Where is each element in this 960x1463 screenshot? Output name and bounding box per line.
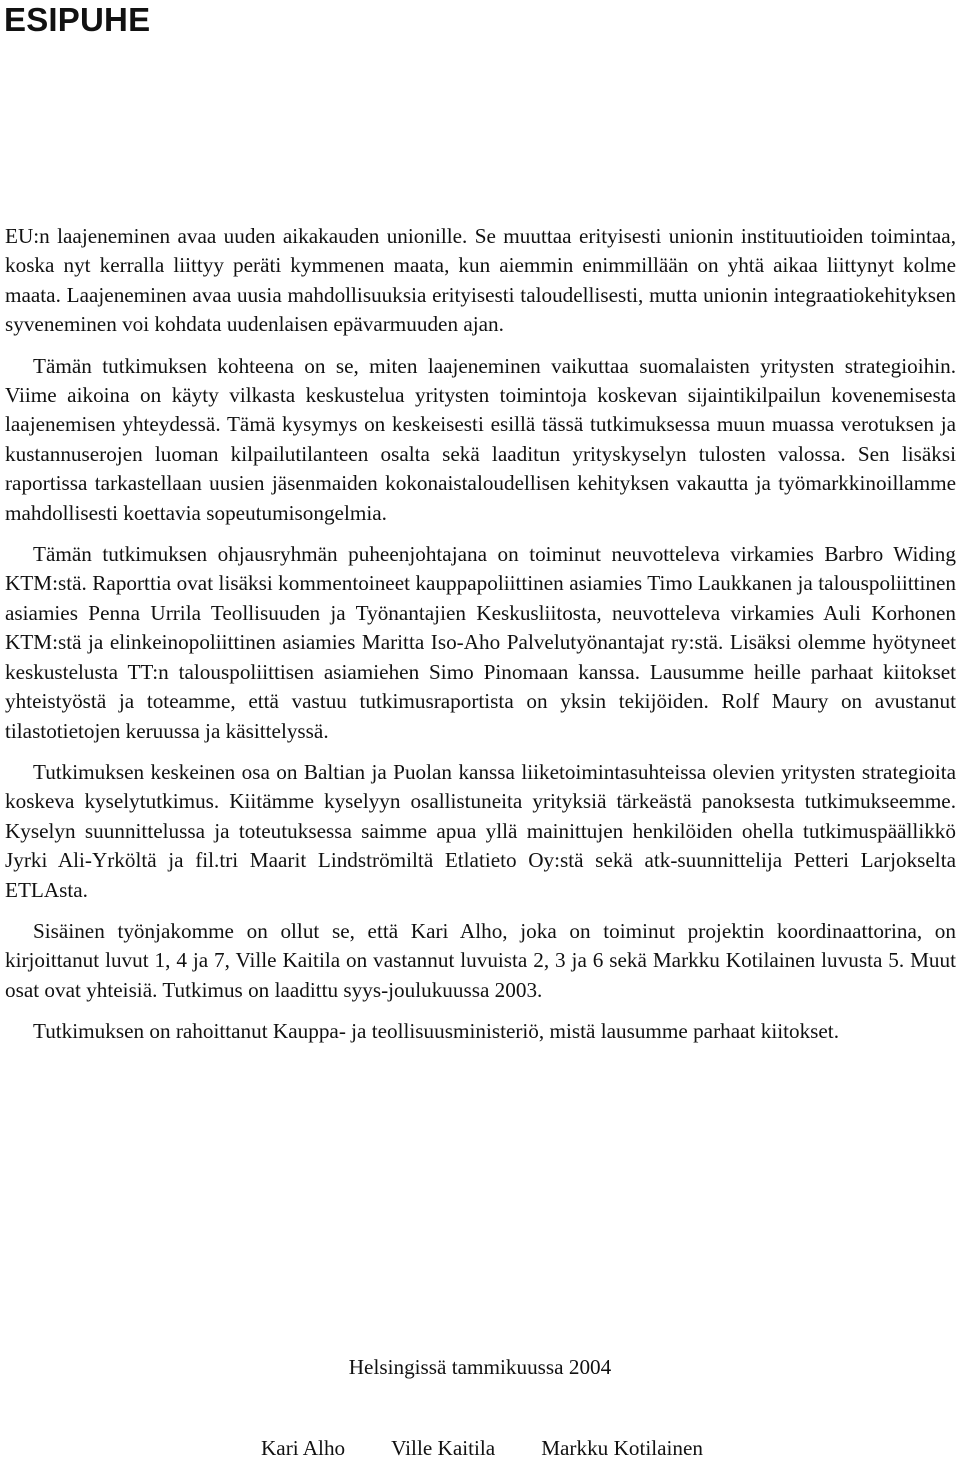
place-and-date: Helsingissä tammikuussa 2004	[348, 1355, 612, 1379]
signature-author: Kari Alho	[260, 1436, 346, 1460]
paragraph-intro: EU:n laajeneminen avaa uuden aikakauden unionille. Se muuttaa erityisesti unionin instituutioiden toimintaa, koska nyt kerralla liittyy peräti kymmenen maata, kun aiemmin enimmillään on yhtä aikaa liittynyt kolme maata. Laajeneminen avaa uusia mahdollisuuksia erityisesti taloudellisesti, mutta unionin integraatiokehityksen syveneminen voi kohdata uudenlaisen epävarmuuden ajan.	[5, 224, 956, 337]
paragraph-research-topic: Tämän tutkimuksen kohteena on se, miten laajeneminen vaikuttaa suomalaisten yritysten strategioihin. Viime aikoina on käyty vilkasta keskustelua yritysten toimintoja koskevan sijaintikilpailun kovenemisesta laajenemisen yhteydessä. Tämä kysymys on keskeisesti esillä tässä tutkimuksessa muun muassa verotuksen ja kustannuserojen luoman kilpailutilanteen osalta sekä laaditun yrityskyselyn tulosten valossa. Sen lisäksi raportissa tarkastellaan uusien jäsenmaiden kokonaistaloudellisen kehityksen vakautta ja työmarkkinoillamme mahdollisesti koettavia sopeutumisongelmia.	[5, 353, 956, 525]
paragraph-survey: Tutkimuksen keskeinen osa on Baltian ja Puolan kanssa liiketoimintasuhteissa olevien yritysten strategioita koskeva kyselytutkimus. Kiitämme kyselyyn osallistuneita yrityksiä tärkeästä panoksesta tutkimukseemme. Kyselyn suunnittelussa ja toteutuksessa saimme apua yllä mainittujen henkilöiden ohella tutkimuspäällikkö Jyrki Ali-Yrköltä ja fil.tri Maarit Lindströmiltä Etlatieto Oy:stä sekä atk-suunnittelija Petteri Larjokselta ETLAsta.	[5, 759, 956, 902]
paragraph-steering-group: Tämän tutkimuksen ohjausryhmän puheenjohtajana on toiminut neuvotteleva virkamies Barbro Widing KTM:stä. Raporttia ovat lisäksi kommentoineet kauppapoliittinen asiamies Timo Laukkanen ja talouspoliittinen asiamies Penna Urrila Teollisuuden ja Työnantajien Keskusliitosta, neuvotteleva virkamies Auli Korhonen KTM:stä ja elinkeinopoliittinen asiamies Maritta Iso-Aho Palvelutyönantajat ry:stä. Lisäksi olemme hyötyneet keskustelusta TT:n talouspoliittisen asiamiehen Simo Pinomaan kanssa. Lausumme heille parhaat kiitokset yhteistyöstä ja toteamme, että vastuu tutkimusraportista on yksin tekijöiden. Rolf Maury on avustanut tilastotietojen keruussa ja käsittelyssä.	[5, 542, 956, 743]
signature-author: Ville Kaitila	[391, 1436, 496, 1460]
signature-block	[0, 1434, 960, 1463]
paragraph-funding: Tutkimuksen on rahoittanut Kauppa- ja teollisuusministeriö, mistä lausumme parhaat kiitokset.	[33, 1019, 839, 1044]
foreword-body	[5, 222, 956, 1059]
signature-author: Markku Kotilainen	[541, 1436, 704, 1460]
page-title: ESIPUHE	[4, 1, 151, 38]
paragraph-division-of-work: Sisäinen työnjakomme on ollut se, että Kari Alho, joka on toiminut projektin koordinaattorina, on kirjoittanut luvut 1, 4 ja 7, Ville Kaitila on vastannut luvuista 2, 3 ja 6 sekä Markku Kotilainen luvusta 5. Muut osat ovat yhteisiä. Tutkimus on laadittu syys-joulukuussa 2003.	[5, 918, 956, 1002]
